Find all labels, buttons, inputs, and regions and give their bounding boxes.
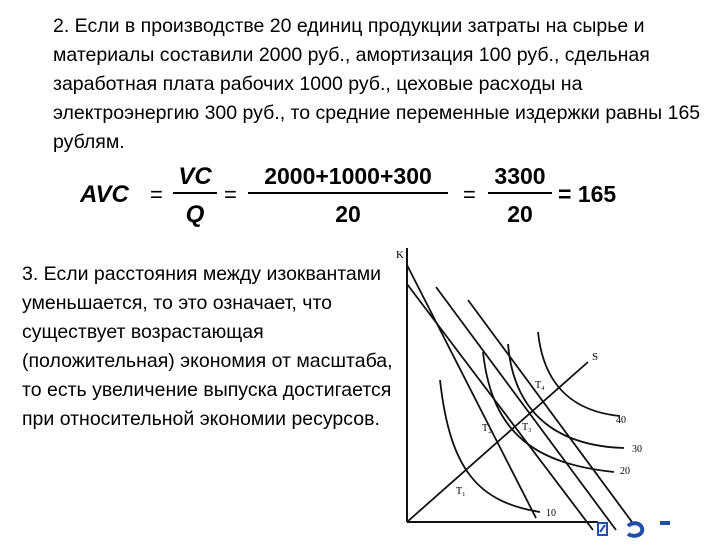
problem-3-text: 3. Если расстояния между изоквантами уменьшается, то это означает, что существует возрастающая (положительная) экономия от масштаба, то есть увеличение выпуска достигается при относительной экономии ресурсов. (22, 263, 393, 430)
frac2-numerator: 2000+1000+300 (264, 163, 432, 189)
point-t2: T₂ (482, 423, 492, 434)
isoquant-label-40: 40 (616, 415, 626, 426)
frac1-numerator: VC (178, 163, 212, 190)
problem-2-text: 2. Если в производстве 20 единиц продукции затраты на сырье и материалы составили 2000 руб., амортизация 100 руб., сдельная заработная плата рабочих 1000 руб., цеховые расходы на электроэнергию 300 руб., то средние переменные издержки равны 165 рублям. (53, 15, 701, 153)
y-axis-label: K (396, 249, 404, 261)
isocost-line-1 (407, 265, 536, 518)
isoquant-label-10: 10 (546, 508, 556, 519)
formula-eq3: = (463, 182, 476, 207)
point-t1: T₁ (456, 486, 466, 497)
isocost-line-4 (468, 300, 632, 522)
isocost-line-2 (407, 284, 593, 530)
formula-eq1: = (150, 182, 163, 207)
frac3-denominator: 20 (507, 201, 533, 227)
isoquant-label-30: 30 (632, 444, 642, 455)
logo-icon (598, 523, 670, 536)
formula-lhs: AVC (80, 181, 129, 208)
isoquant-label-20: 20 (620, 466, 630, 477)
frac1-denominator: Q (185, 201, 205, 228)
ray-label: S (592, 351, 599, 363)
isoquant-graph (388, 240, 720, 540)
avc-formula (80, 162, 640, 230)
frac3-numerator: 3300 (494, 163, 546, 189)
frac2-denominator: 20 (335, 201, 361, 227)
formula-result: = 165 (558, 181, 617, 207)
point-t4: T₄ (535, 380, 545, 391)
point-t3: T₃ (522, 422, 532, 433)
isoquant-40 (538, 332, 620, 416)
formula-eq2: = (224, 182, 237, 207)
